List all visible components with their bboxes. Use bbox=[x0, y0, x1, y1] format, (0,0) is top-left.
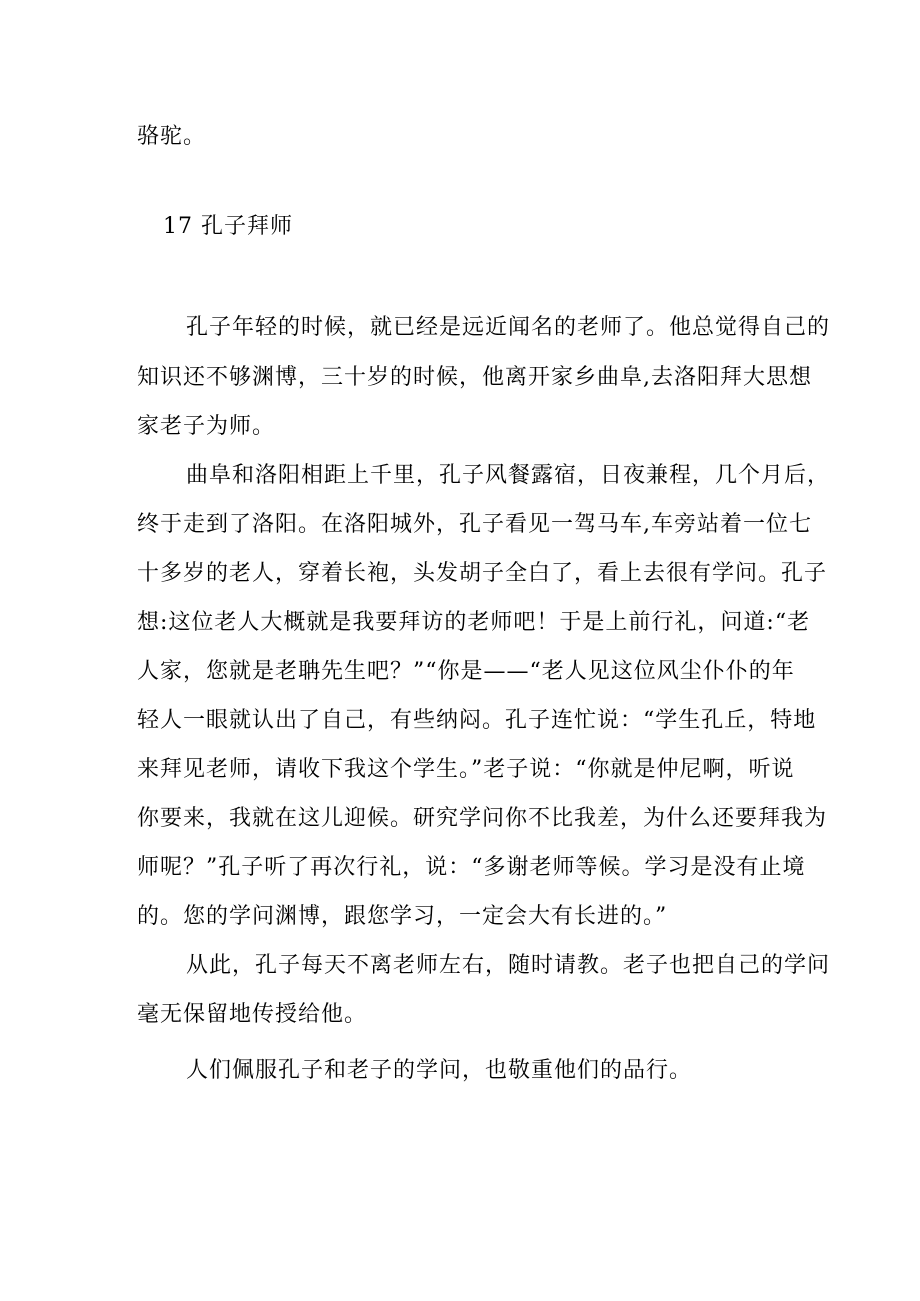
paragraph-line: 人家，您就是老聃先生吧？”“你是——“老人见这位风尘仆仆的年 bbox=[137, 659, 795, 684]
paragraph-line: 终于走到了洛阳。在洛阳城外，孔子看见一驾马车,车旁站着一位七 bbox=[137, 512, 812, 537]
paragraph-line: 轻人一眼就认出了自己，有些纳闷。孔子连忙说：“学生孔丘，特地 bbox=[137, 708, 817, 733]
paragraph-line: 想:这位老人大概就是我要拜访的老师吧！于是上前行礼，问道:“老 bbox=[137, 610, 811, 635]
paragraph-line: 来拜见老师，请收下我这个学生。”老子说：“你就是仲尼啊，听说 bbox=[137, 757, 795, 782]
paragraph-line: 知识还不够渊博，三十岁的时候，他离开家乡曲阜,去洛阳拜大思想 bbox=[137, 365, 812, 390]
paragraph-line: 孔子年轻的时候，就已经是远近闻名的老师了。他总觉得自己的 bbox=[186, 315, 831, 340]
paragraph-line: 十多岁的老人，穿着长袍，头发胡子全白了，看上去很有学问。孔子 bbox=[137, 561, 828, 586]
paragraph-line: 师呢？”孔子听了再次行礼，说：“多谢老师等候。学习是没有止境 bbox=[137, 855, 806, 880]
section-title: 17 孔子拜师 bbox=[163, 214, 293, 239]
paragraph-line: 从此，孔子每天不离老师左右，随时请教。老子也把自己的学问 bbox=[186, 953, 831, 978]
previous-text-tail: 骆驼。 bbox=[137, 124, 207, 149]
paragraph-line: 家老子为师。 bbox=[137, 414, 276, 439]
paragraph-line: 毫无保留地传授给他。 bbox=[137, 1002, 368, 1027]
paragraph-line: 曲阜和洛阳相距上千里，孔子风餐露宿，日夜兼程，几个月后， bbox=[186, 463, 831, 488]
paragraph-line: 人们佩服孔子和老子的学问，也敬重他们的品行。 bbox=[186, 1058, 693, 1083]
paragraph-line: 你要来，我就在这儿迎候。研究学问你不比我差，为什么还要拜我为 bbox=[137, 806, 828, 831]
paragraph-line: 的。您的学问渊博，跟您学习，一定会大有长进的。” bbox=[137, 904, 668, 929]
